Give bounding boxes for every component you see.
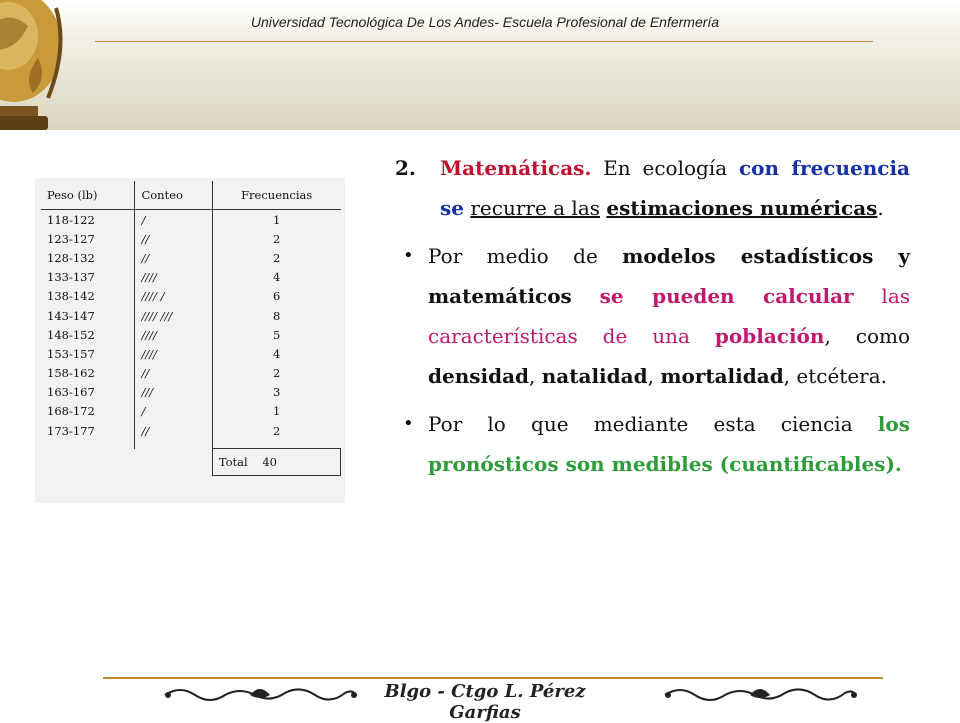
table-row <box>41 383 341 402</box>
table-cell: 138-142 <box>41 287 135 306</box>
item-text: En ecología <box>603 156 728 180</box>
table-cell: //// /// <box>135 306 212 325</box>
table-cell: 123-127 <box>41 229 135 248</box>
table-cell: 148-152 <box>41 325 135 344</box>
table-row <box>41 287 341 306</box>
table-cell: 8 <box>273 308 281 323</box>
table-cell: 1 <box>273 212 281 227</box>
table-row <box>41 364 341 383</box>
table-row <box>41 229 341 248</box>
bullet-modelos <box>395 236 910 396</box>
table-row <box>41 402 341 421</box>
table-cell: 133-137 <box>41 268 135 287</box>
bullet-text-green: los pronósticos son medibles (cuantificables). <box>428 412 910 476</box>
item-text-underlined: recurre a las <box>470 196 601 220</box>
bullet-pronosticos <box>395 404 910 484</box>
bullet-icon: • <box>403 413 414 434</box>
item-title: Matemáticas. <box>440 156 592 180</box>
table-cell: 5 <box>273 327 281 342</box>
item-text-underlined-bold: estimaciones numéricas <box>606 196 878 220</box>
column-header-conteo: Conteo <box>135 181 212 210</box>
table-cell: // <box>135 421 212 449</box>
table-cell: 4 <box>273 346 281 361</box>
total-label: Total <box>218 455 248 470</box>
bullet-text: Por medio de <box>428 244 598 268</box>
bullet-text-pink-bold: población <box>714 324 825 348</box>
table-row <box>41 248 341 267</box>
table-cell: 173-177 <box>41 421 135 449</box>
column-header-frecuencias: Frecuencias <box>212 181 340 210</box>
table-cell: //// <box>135 268 212 287</box>
table-cell: 118-122 <box>41 210 135 230</box>
ornament-left-icon <box>160 683 360 703</box>
bullet-icon: • <box>403 245 414 266</box>
table-cell: 2 <box>273 231 281 246</box>
frequency-table-image <box>35 178 345 503</box>
table-cell: //// <box>135 325 212 344</box>
table-row <box>41 344 341 363</box>
slide-content <box>395 148 910 484</box>
ornament-right-icon <box>660 683 860 703</box>
bullet-text-bold: modelos estadísticos y matemáticos <box>428 244 910 308</box>
globe-icon <box>0 0 64 138</box>
bullet-text: , etcétera. <box>783 364 888 388</box>
header-title: Universidad Tecnológica De Los Andes- Escuela Profesional de Enfermería <box>250 14 720 30</box>
table-cell: 153-157 <box>41 344 135 363</box>
header-divider <box>95 41 873 42</box>
column-header-peso: Peso (lb) <box>41 181 135 210</box>
table-cell: //// / <box>135 287 212 306</box>
footer-author: Blgo - Ctgo L. Pérez Garfias <box>384 681 586 723</box>
table-cell: //// <box>135 344 212 363</box>
table-cell: 4 <box>273 270 281 285</box>
table-cell: // <box>135 364 212 383</box>
bullet-text: Por lo que mediante esta ciencia <box>428 412 853 436</box>
table-cell: 2 <box>273 366 281 381</box>
table-cell: 128-132 <box>41 248 135 267</box>
table-cell: 6 <box>273 289 281 304</box>
table-cell: /// <box>135 383 212 402</box>
table-row <box>41 421 341 449</box>
table-cell: 2 <box>273 250 281 265</box>
bullet-text-bold: densidad <box>428 364 530 388</box>
bullet-text-bold: natalidad <box>541 364 648 388</box>
table-cell: // <box>135 229 212 248</box>
bullet-text-bold: mortalidad <box>660 364 784 388</box>
table-cell: 1 <box>273 404 281 419</box>
table-cell: 143-147 <box>41 306 135 325</box>
bullet-text: , como <box>824 324 910 348</box>
table-cell: / <box>135 402 212 421</box>
table-cell: // <box>135 248 212 267</box>
numbered-item-matematicas <box>395 148 910 228</box>
bullet-text-pink: se pueden calcular <box>599 284 854 308</box>
table-row <box>41 268 341 287</box>
table-cell: / <box>135 210 212 230</box>
table-cell: 2 <box>273 423 281 438</box>
table-cell: 158-162 <box>41 364 135 383</box>
item-number: 2. <box>395 156 416 180</box>
table-row <box>41 325 341 344</box>
bullet-text: , <box>529 364 536 388</box>
table-total-row <box>41 449 341 476</box>
table-total-cell <box>212 449 340 476</box>
table-row <box>41 210 341 230</box>
item-text-period: . <box>877 196 884 220</box>
table-cell-empty <box>41 449 212 476</box>
frequency-table <box>41 181 341 476</box>
bullet-text-pink: las características de una <box>428 284 911 348</box>
total-value: 40 <box>262 455 277 470</box>
table-cell: 168-172 <box>41 402 135 421</box>
item-text-highlight: con frecuencia se <box>440 156 911 220</box>
footer-divider <box>103 677 883 679</box>
table-cell: 3 <box>273 385 281 400</box>
bullet-text: , <box>647 364 654 388</box>
table-header-row <box>41 181 341 210</box>
table-row <box>41 306 341 325</box>
table-cell: 163-167 <box>41 383 135 402</box>
